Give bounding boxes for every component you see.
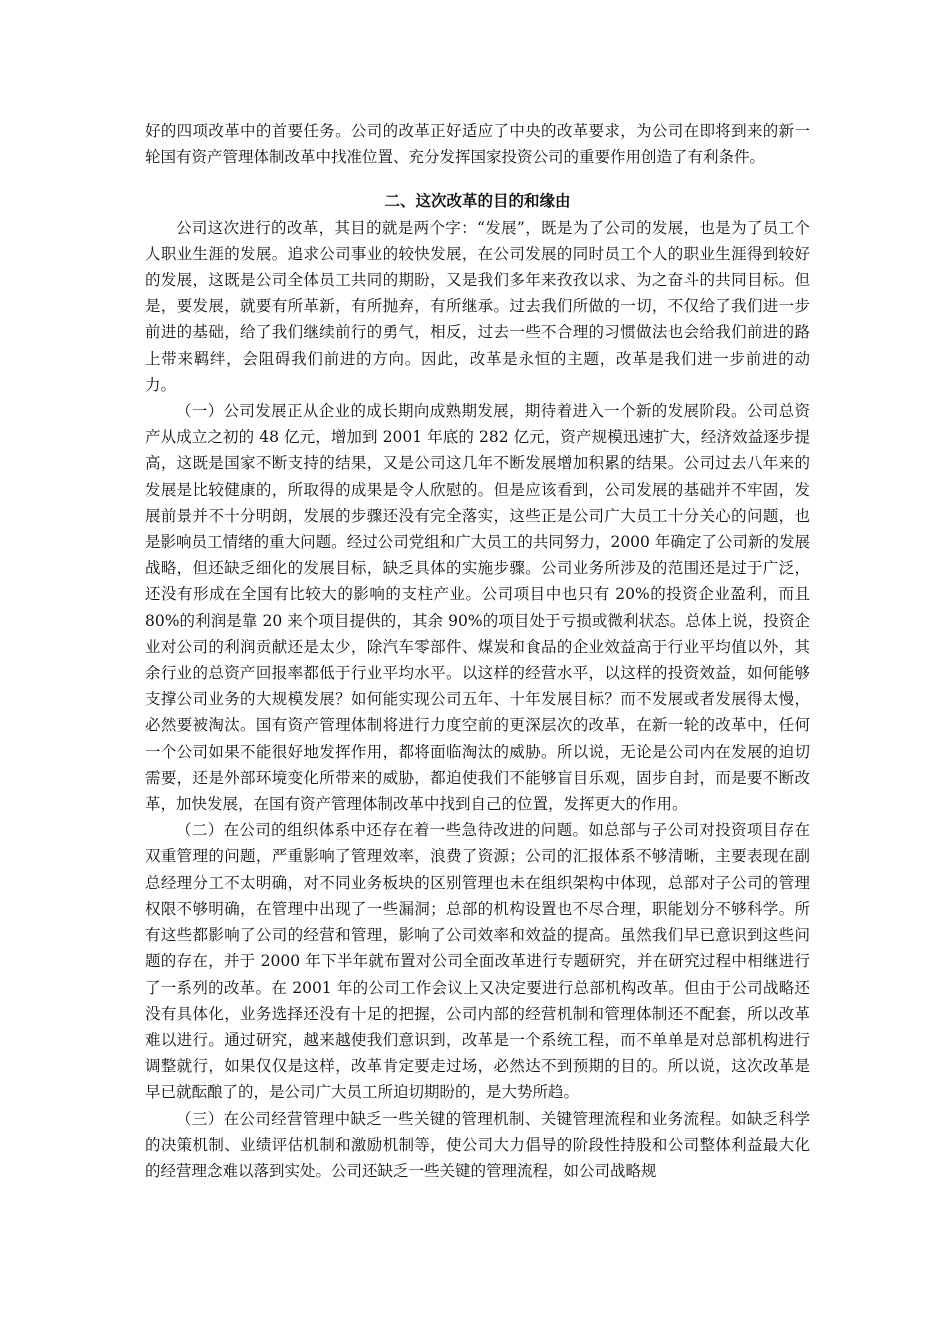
paragraph-point-three: （三）在公司经营管理中缺乏一些关键的管理机制、关键管理流程和业务流程。如缺乏科学的决策机制、业绩评估机制和激励机制等，使公司大力倡导的阶段性持股和公司整体利益最大化的经营理念难以落到实处。公司还缺乏一些关键的管理流程，如公司战略规: [145, 1109, 810, 1180]
document-page: [145, 118, 810, 1184]
intro-paragraph: 好的四项改革中的首要任务。公司的改革正好适应了中央的改革要求，为公司在即将到来的新一轮国有资产管理体制改革中找准位置、充分发挥国家投资公司的重要作用创造了有利条件。: [145, 122, 810, 167]
paragraph-point-two: （二）在公司的组织体系中还存在着一些急待改进的问题。如总部与子公司对投资项目存在双重管理的问题，严重影响了管理效率，浪费了资源；公司的汇报体系不够清晰，主要表现在副总经理分工不太明确，对不同业务板块的区别管理也未在组织架构中体现，总部对子公司的管理权限不够明确，在管理中出现了一些漏洞；总部的机构设置也不尽合理，职能划分不够科学。所有这些都影响了公司的经营和管理，影响了公司效率和效益的提高。虽然我们早已意识到这些问题的存在，并于 2000 年下半年就布置对公司全面改革进行专题研究，并在研究过程中相继进行了一系列的改革。在 2001 年的公司工作会议上又决定要进行总部机构改革。但由于公司战略还没有具体化，业务选择还没有十足的把握，公司内部的经营机制和管理体制还不配套，所以改革难以进行。通过研究，越来越使我们意识到，改革是一个系统工程，而不单单是对总部机构进行调整就行，如果仅仅是这样，改革肯定要走过场，必然达不到预期的目的。所以说，这次改革是早已就酝酿了的，是公司广大员工所迫切期盼的，是大势所趋。: [145, 821, 810, 1102]
paragraph-point-one: （一）公司发展正从企业的成长期向成熟期发展，期待着进入一个新的发展阶段。公司总资产从成立之初的 48 亿元，增加到 2001 年底的 282 亿元，资产规模迅速扩大，经济效益逐步提高，这既是国家不断支持的结果，又是公司这几年不断发展增加积累的结果。公司过去八年来的发展是比较健康的，所取得的成果是令人欣慰的。但是应该看到，公司发展的基础并不牢固，发展前景并不十分明朗，发展的步骤还没有完全落实，这些正是公司广大员工十分关心的问题，也是影响员工情绪的重大问题。经过公司党组和广大员工的共同努力，2000 年确定了公司新的发展战略，但还缺乏细化的发展目标，缺乏具体的实施步骤。公司业务所涉及的范围还是过于广泛，还没有形成在全国有比较大的影响的支柱产业。公司项目中也只有 20%的投资企业盈利，而且 80%的利润是靠 20 来个项目提供的，其余 90%的项目处于亏损或微利状态。总体上说，投资企业对公司的利润贡献还是太少，除汽车零部件、煤炭和食品的企业效益高于行业平均值以外，其余行业的总资产回报率都低于行业平均水平。以这样的经营水平，以这样的投资效益，如何能够支撑公司业务的大规模发展？如何能实现公司五年、十年发展目标？而不发展或者发展得太慢，必然要被淘汰。国有资产管理体制将进行力度空前的更深层次的改革，在新一轮的改革中，任何一个公司如果不能很好地发挥作用，都将面临淘汰的威胁。所以说，无论是公司内在发展的迫切需要，还是外部环境变化所带来的威胁，都迫使我们不能够盲目乐观，固步自封，而是要不断改革，加快发展，在国有资产管理体制改革中找到自己的位置，发挥更大的作用。: [145, 402, 810, 814]
section-heading: 二、这次改革的目的和缘由: [384, 192, 571, 211]
paragraph-purpose: 公司这次进行的改革，其目的就是两个字：“发展”，既是为了公司的发展，也是为了员工个人职业生涯的发展。追求公司事业的较快发展，在公司发展的同时员工个人的职业生涯得到较好的发展，这既是公司全体员工共同的期盼，又是我们多年来孜孜以求、为之奋斗的共同目标。但是，要发展，就要有所革新，有所抛弃，有所继承。过去我们所做的一切，不仅给了我们进一步前进的基础，给了我们继续前行的勇气，相反，过去一些不合理的习惯做法也会给我们前进的路上带来羁绊，会阻碍我们前进的方向。因此，改革是永恒的主题，改革是我们进一步前进的动力。: [145, 218, 810, 394]
